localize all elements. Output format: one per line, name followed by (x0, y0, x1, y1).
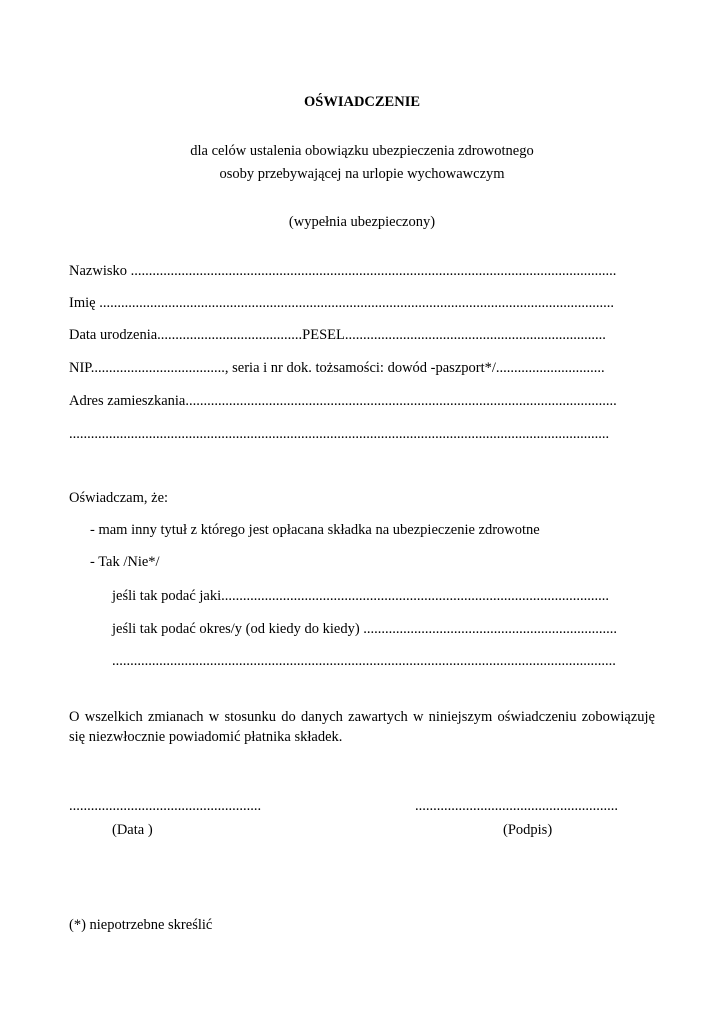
signature-line[interactable]: ........................................................ (415, 798, 618, 814)
nip-id-document-field[interactable]: NIP....................................., seria i nr dok. tożsamości: dowód -paszport*/.............................. (69, 360, 605, 376)
subtitle-line-1: dla celów ustalenia obowiązku ubezpieczenia zdrowotnego (190, 143, 534, 159)
if-yes-what-field[interactable]: jeśli tak podać jaki........................................................................................................... (112, 588, 609, 604)
filler-note: (wypełnia ubezpieczony) (288, 214, 436, 230)
birth-date-pesel-field[interactable]: Data urodzenia........................................PESEL........................................................................ (69, 327, 606, 343)
extra-info-field[interactable]: ........................................................................................................................................... (112, 653, 616, 669)
declaration-item-1: - mam inny tytuł z którego jest opłacana składka na ubezpieczenie zdrowotne (90, 522, 540, 538)
date-signature-line[interactable]: ..................................................... (69, 798, 262, 814)
signature-label: (Podpis) (503, 822, 553, 838)
declaration-item-yes-no: - Tak /Nie*/ (90, 554, 160, 570)
subtitle-line-2: osoby przebywającej na urlopie wychowawczym (219, 166, 505, 182)
address-field[interactable]: Adres zamieszkania....................................................................................................................... (69, 393, 617, 409)
date-label: (Data ) (112, 822, 153, 838)
document-title: OŚWIADCZENIE (303, 94, 421, 110)
address-continuation-field[interactable]: ..................................................................................................................................................... (69, 426, 610, 442)
footnote: (*) niepotrzebne skreślić (69, 917, 213, 933)
obligation-paragraph: O wszelkich zmianach w stosunku do danych zawartych w niniejszym oświadczeniu zobowiązuję się niezwłocznie powiadomić płatnika składek. (69, 709, 655, 745)
surname-field[interactable]: Nazwisko ...................................................................................................................................... (69, 263, 617, 279)
declaration-intro: Oświadczam, że: (69, 490, 169, 506)
first-name-field[interactable]: Imię .............................................................................................................................................. (69, 295, 614, 311)
if-yes-period-field[interactable]: jeśli tak podać okres/y (od kiedy do kiedy) ...................................................................... (112, 621, 618, 637)
